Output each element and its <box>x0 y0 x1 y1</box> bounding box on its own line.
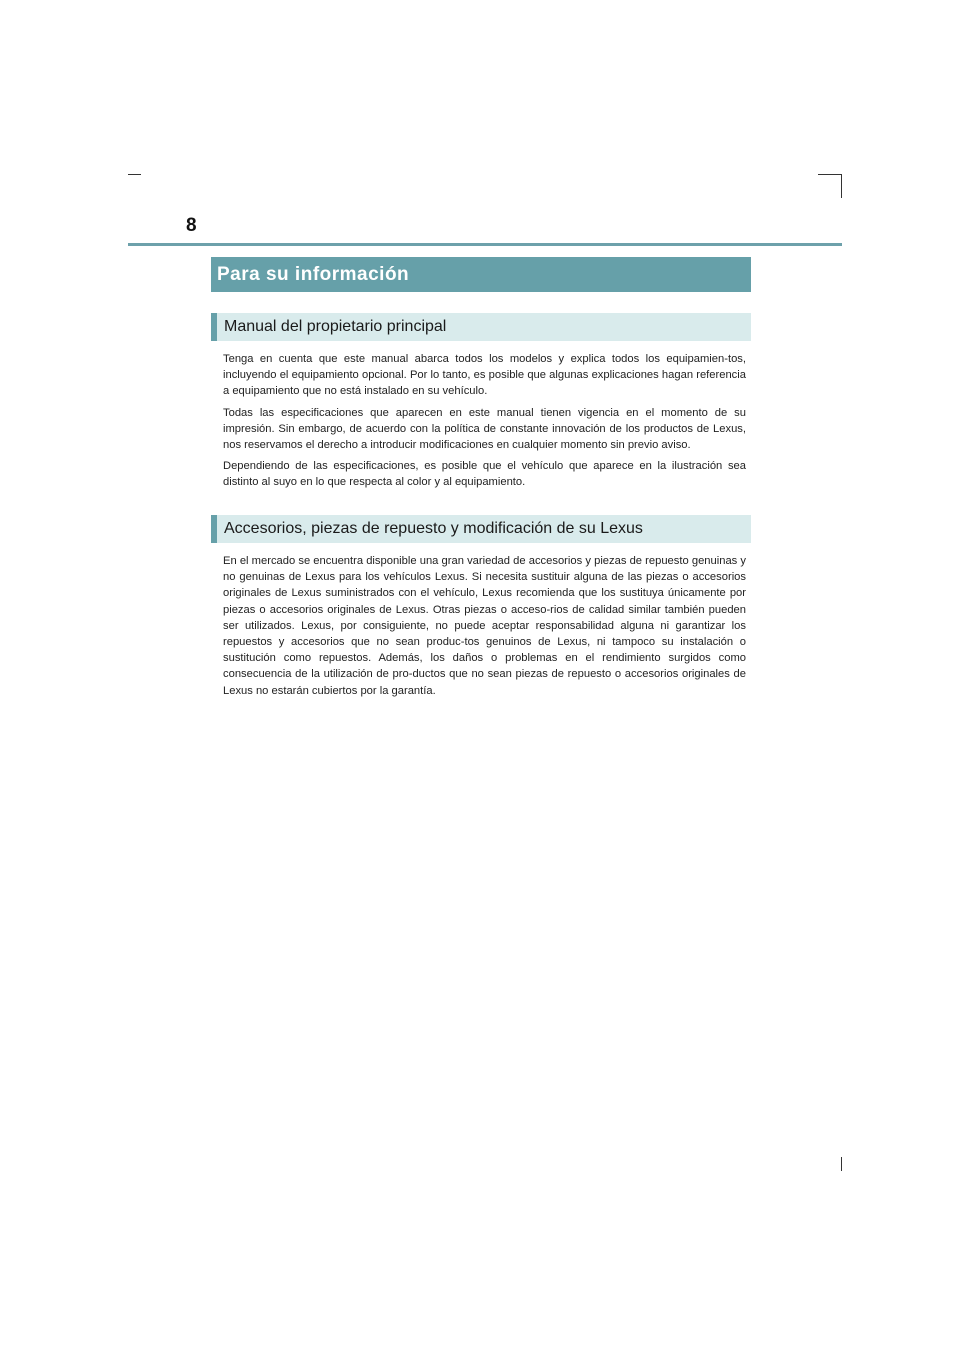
crop-mark-top-right-h <box>818 174 842 175</box>
crop-mark-top-left <box>128 174 141 175</box>
section-header-accessories <box>211 515 751 543</box>
header-rule <box>128 243 842 246</box>
chapter-title-bar <box>211 257 751 292</box>
crop-mark-top-right-v <box>841 174 842 198</box>
section-header-owners-manual <box>211 313 751 341</box>
paragraph: Todas las especificaciones que aparecen en este manual tienen vigencia en el momento de su impresión. Sin embargo, de acuerdo con la política de constante innovación de los productos de Lexus, nos reservamos el derecho a introducir modificaciones en cualquier momento sin previo aviso. <box>223 406 746 452</box>
paragraph: Tenga en cuenta que este manual abarca todos los modelos y explica todos los equipamien-tos, incluyendo el equipamiento opcional. Por lo tanto, es posible que algunas explicaciones hagan referencia a equipamiento que no está instalado en su vehículo. <box>223 353 746 398</box>
paragraph: En el mercado se encuentra disponible una gran variedad de accesorios y piezas de repuesto genuinas y no genuinas de Lexus para los vehículos Lexus. Si necesita sustituir alguna de las piezas o accesorios originales de Lexus suministrados con el vehículo, Lexus recomienda que los sustituya únicamente por piezas o accesorios originales de Lexus. Otras piezas o acceso-rios de calidad similar también pueden ser utilizados. Lexus, por consiguiente, no puede aceptar responsabilidad alguna ni garantizar los repuestos y accesorios que no sean produc-tos genuinos de Lexus, ni tampoco su instalación o sustitución como repuestos. Además, los daños o problemas en el rendimiento surgidos como consecuencia de la utilización de pro-ductos que no sean piezas de repuesto o accesorios originales de Lexus no estarán cubiertos por la garantía. <box>223 555 746 697</box>
section-body-owners-manual <box>223 351 746 496</box>
page-number: 8 <box>186 215 197 236</box>
section-body-accessories <box>223 553 746 704</box>
crop-mark-bottom-right <box>841 1157 842 1171</box>
section-title: Accesorios, piezas de repuesto y modificación de su Lexus <box>224 520 643 537</box>
paragraph: Dependiendo de las especificaciones, es posible que el vehículo que aparece en la ilustración sea distinto al suyo en lo que respecta al color y al equipamiento. <box>223 460 746 489</box>
section-title: Manual del propietario principal <box>224 318 447 335</box>
chapter-title: Para su información <box>217 263 410 285</box>
